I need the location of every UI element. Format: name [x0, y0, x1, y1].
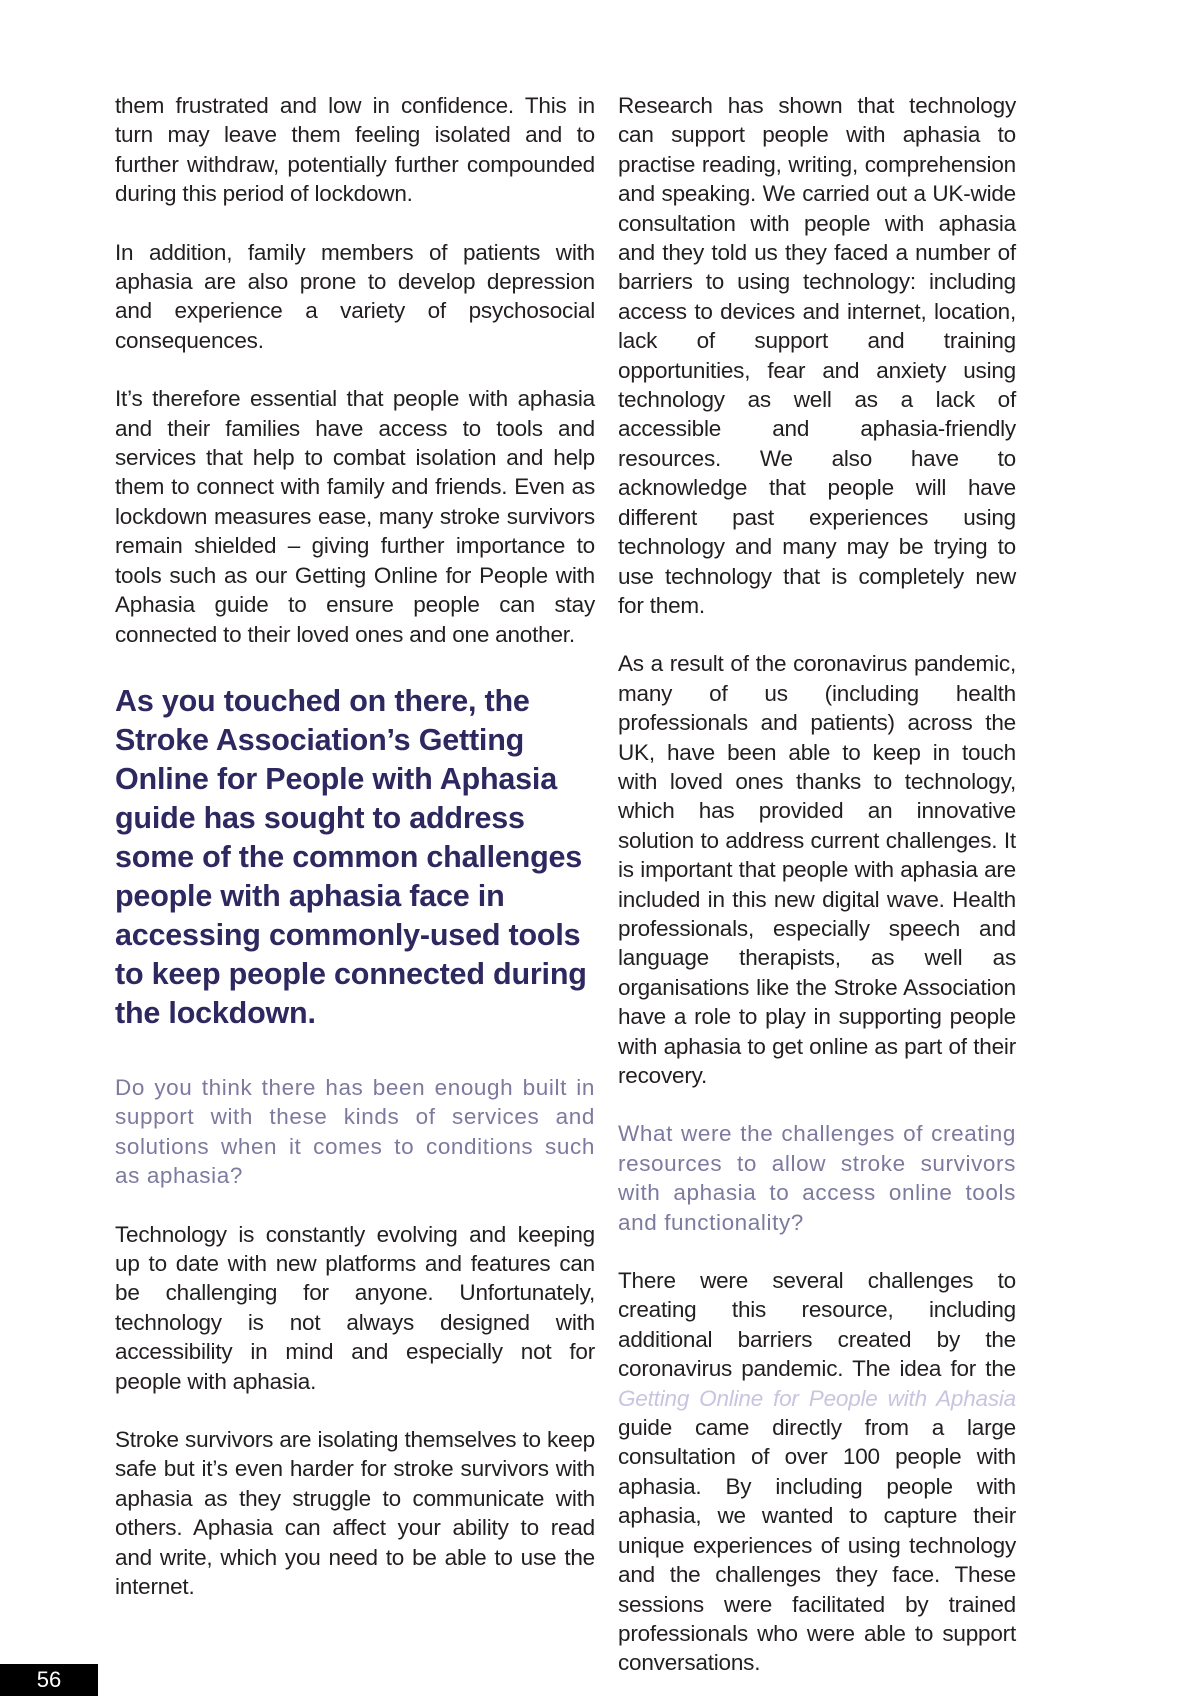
- body-paragraph: Research has shown that technology can support people with aphasia to practise reading, writing, comprehension and speaking. We carried out a UK-wide consultation with people with aphasia and they told us they faced a number of barriers to using technology: including access to devices and internet, location, lack of support and training opportunities, fear and anxiety using technology as well as a lack of accessible and aphasia-friendly resources. We also have to acknowledge that people will have different past experiences using technology and many may be trying to use technology that is completely new for them.: [618, 93, 1016, 618]
- body-paragraph: In addition, family members of patients with aphasia are also prone to develop depression and experience a variety of psychosocial consequences.: [115, 239, 595, 353]
- body-paragraph: them frustrated and low in confidence. This in turn may leave them feeling isolated and to further withdraw, potentially further compounded during this period of lockdown.: [115, 93, 595, 207]
- body-text: guide came directly from a large consultation of over 100 people with aphasia. By including people with aphasia, we wanted to capture their unique experiences of using technology and the challenges they face. These sessions were facilitated by trained professionals who were able to support conversations.: [618, 1415, 1016, 1676]
- guide-link[interactable]: Getting Online for People with Aphasia: [618, 1385, 1016, 1411]
- page-number: 56: [0, 1664, 98, 1696]
- body-paragraph: Stroke survivors are isolating themselves to keep safe but it’s even harder for stroke survivors with aphasia as they struggle to communicate with others. Aphasia can affect your ability to read and write, which you need to be able to use the internet.: [115, 1426, 595, 1599]
- body-paragraph: As a result of the coronavirus pandemic, many of us (including health professionals and patients) across the UK, have been able to keep in touch with loved ones thanks to technology, which has provided an innovative solution to address current challenges. It is important that people with aphasia are included in this new digital wave. Health professionals, especially speech and language therapists, as well as organisations like the Stroke Association have a role to play in supporting people with aphasia to get online as part of their recovery.: [618, 651, 1016, 1088]
- pull-quote-heading: As you touched on there, the Stroke Association’s Getting Online for People with Aphasia guide has sought to address some of the common challenges people with aphasia face in accessing commonly-used tools to keep people connected during the lockdown.: [115, 683, 587, 1030]
- body-text: There were several challenges to creating this resource, including additional barriers created by the coronavirus pandemic. The idea for the: [618, 1268, 1016, 1382]
- interview-question: What were the challenges of creating resources to allow stroke survivors with aphasia to access online tools and functionality?: [618, 1121, 1016, 1235]
- body-paragraph: [618, 1266, 1016, 1678]
- body-paragraph: Technology is constantly evolving and keeping up to date with new platforms and features can be challenging for anyone. Unfortunately, technology is not always designed with accessibility in mind and especially not for people with aphasia.: [115, 1221, 595, 1394]
- interview-question: Do you think there has been enough built in support with these kinds of services and solutions when it comes to conditions such as aphasia?: [115, 1074, 595, 1189]
- left-column: [115, 91, 595, 1630]
- right-column: [618, 91, 1016, 1707]
- body-paragraph: It’s therefore essential that people with aphasia and their families have access to tools and services that help to combat isolation and help them to connect with family and friends. Even as lockdown measures ease, many stroke survivors remain shielded – giving further importance to tools such as our Getting Online for People with Aphasia guide to ensure people can stay connected to their loved ones and one another.: [115, 386, 595, 647]
